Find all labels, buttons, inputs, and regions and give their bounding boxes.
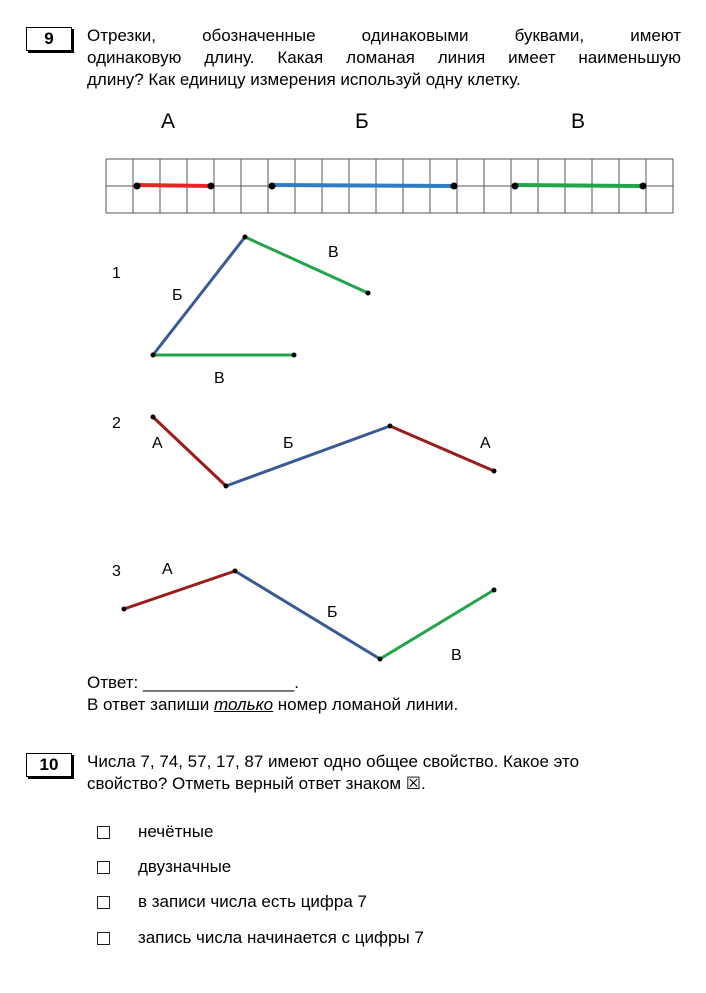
segment-label-b: Б (355, 110, 369, 133)
polyline-1-label-v-upper: В (328, 244, 339, 261)
polyline-1-segment-v-upper (245, 237, 368, 293)
answer-line (87, 672, 299, 694)
polyline-2-label-a-right: А (480, 435, 491, 452)
question-9-line-1: Отрезки, обозначенные одинаковыми буквами, имеют (87, 26, 681, 45)
polyline-2-segment-b (226, 426, 390, 486)
option-3-label: в записи числа есть цифра 7 (138, 892, 368, 911)
instruction-text-start: В ответ запиши (87, 695, 214, 714)
polyline-3-label-v: В (451, 647, 462, 664)
option-1-label: нечётные (138, 822, 214, 841)
polyline-2-number: 2 (112, 415, 121, 432)
option-1-checkbox[interactable] (97, 826, 110, 839)
question-number-9: 9 (26, 27, 72, 51)
answer-instruction (87, 694, 458, 716)
question-10-line-1: Числа 7, 74, 57, 17, 87 имеют одно общее свойство. Какое это (87, 752, 580, 771)
answer-label: Ответ: (87, 673, 139, 692)
option-4-label: запись числа начинается с цифры 7 (138, 928, 424, 947)
segment-label-v: В (571, 110, 586, 133)
polyline-2-label-a-left: А (152, 435, 163, 452)
polyline-2-segment-a-right (390, 426, 494, 471)
polyline-3-vertex (233, 569, 238, 574)
question-10-line-2: свойство? Отметь верный ответ знаком ☒. (87, 774, 426, 793)
polyline-1-label-b: Б (172, 287, 183, 304)
option-2-checkbox[interactable] (97, 861, 110, 874)
option-1[interactable] (97, 820, 213, 844)
polyline-3-label-b: Б (327, 604, 338, 621)
polyline-2-label-b: Б (283, 435, 294, 452)
polyline-3-label-a: А (162, 561, 173, 578)
polyline-1-vertex (243, 235, 248, 240)
question-9-line-2: одинаковую длину. Какая ломаная линия имеет наименьшую (87, 48, 681, 67)
polyline-1-vertex (366, 291, 371, 296)
instruction-emphasis: только (213, 695, 274, 714)
polyline-3-segment-b (235, 571, 380, 659)
option-2-label: двузначные (138, 857, 232, 876)
polyline-2-vertex (224, 484, 229, 489)
polyline-2-vertex (388, 424, 393, 429)
polyline-2-segment-a-left (153, 417, 226, 486)
polyline-1-number: 1 (112, 265, 121, 282)
answer-blank[interactable]: ________________. (142, 673, 299, 692)
polyline-1-vertex (151, 353, 156, 358)
segment-label-a: А (161, 110, 176, 133)
polyline-1-vertex (292, 353, 297, 358)
polyline-3-vertex (378, 657, 383, 662)
option-4-checkbox[interactable] (97, 932, 110, 945)
question-number-10: 10 (26, 753, 72, 777)
polyline-3-vertex (122, 607, 127, 612)
polyline-1-segment-b (153, 237, 245, 355)
question-10-text (87, 751, 687, 795)
polyline-3-segment-v (380, 590, 494, 659)
option-3[interactable] (97, 890, 367, 914)
option-4[interactable] (97, 926, 424, 950)
polyline-3-segment-a (124, 571, 235, 609)
option-3-checkbox[interactable] (97, 896, 110, 909)
question-9-line-3: длину? Как единицу измерения используй одну клетку. (87, 70, 521, 89)
instruction-text-end: номер ломаной линии. (273, 695, 459, 714)
polyline-3-vertex (492, 588, 497, 593)
polyline-1-label-v-lower: В (214, 370, 225, 387)
polyline-2-vertex (492, 469, 497, 474)
option-2[interactable] (97, 855, 231, 879)
polyline-3-number: 3 (112, 563, 121, 580)
polyline-2-vertex (151, 415, 156, 420)
